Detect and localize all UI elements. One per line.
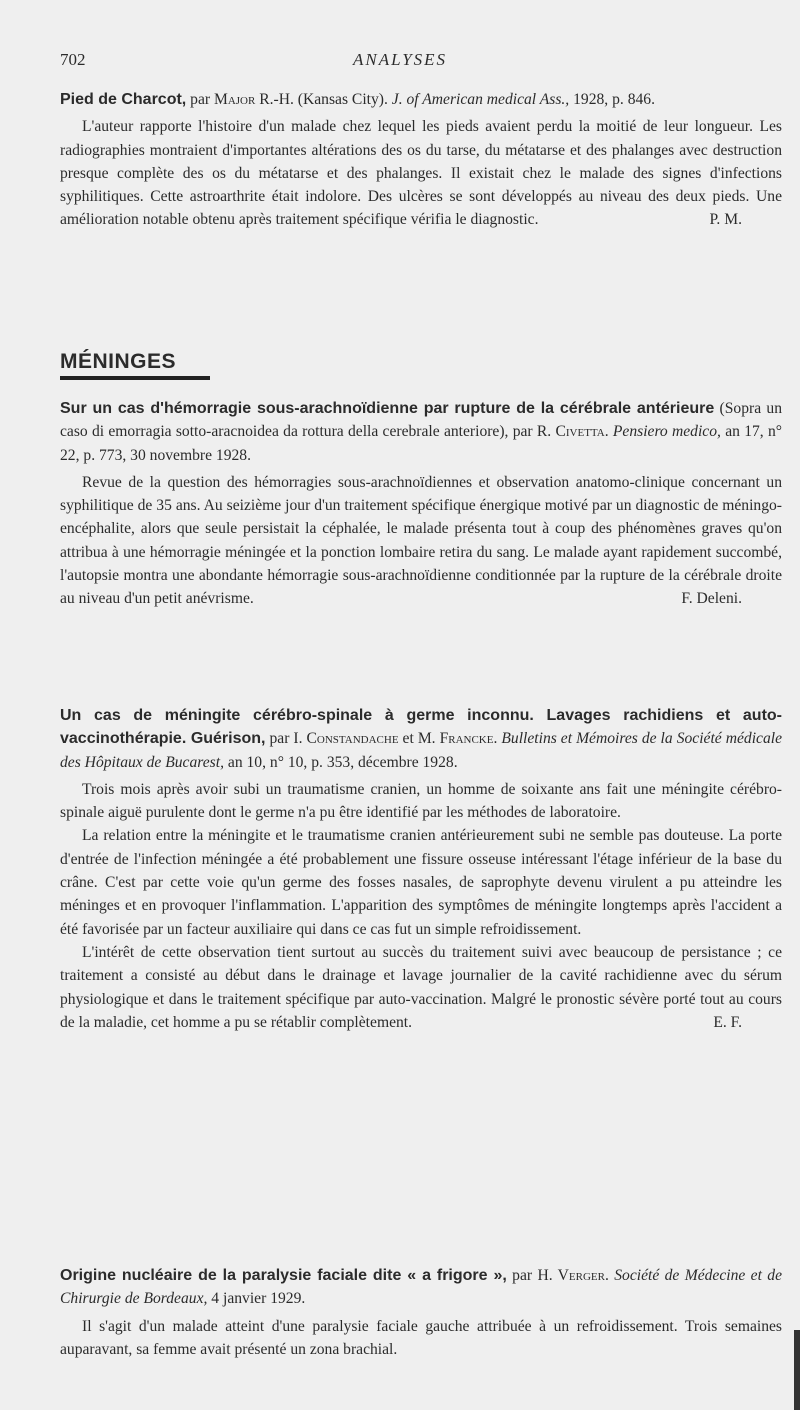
page-number: 702 xyxy=(60,50,86,69)
journal-name: Pensiero medico, xyxy=(608,423,721,441)
article-title: Pied de Charcot, xyxy=(60,91,187,108)
page-edge-shadow xyxy=(794,1330,800,1410)
article-paragraph: La relation entre la méningite et le traumatisme cranien antérieurement subi ne semble pas douteuse. La porte d'entrée de l'infection méningée a été probablement une fissure osseuse intéressant l'étage inférieur de la base du crâne. C'est par cette voie qu'un germe des fosses nasales, de saprophyte devenu virulent a pu atteindre les méninges et en provoquer l'inflammation. L'apparition des symptômes de méningite longtemps après l'accident a été favorisée par un facteur auxiliaire qui dans ce cas fut un simple refroidissement. xyxy=(60,827,782,938)
article-title: Un cas de méningite cérébro-spinale à germe inconnu. Lavages rachidiens et auto-vaccinothérapie. Guérison, xyxy=(60,707,782,748)
section-title: MÉNINGES xyxy=(60,350,177,373)
article-signature: P. M. xyxy=(709,211,742,229)
article-paragraph: L'intérêt de cette observation tient surtout au succès du traitement suivi avec beaucoup de persistance ; ce traitement a consisté au début dans le drainage et lavage journalier de la cavité rachidienne avec du sérum physiologique et dans le traitement spécifique par auto-vaccination. Malgré le pronostic sévère porté tout au cours de la maladie, cet homme a pu se rétablir complètement. E. F. xyxy=(60,941,782,1034)
article-signature: F. Deleni. xyxy=(681,590,742,608)
article-author: H. Verger. xyxy=(537,1267,609,1284)
article-citation: Origine nucléaire de la paralysie faciale dite « a frigore », par H. Verger. Société de Médecine et de Chirurgie de Bordeaux, 4 janvier 1929. xyxy=(60,1267,782,1308)
article-abstract: L'auteur rapporte l'histoire d'un malade chez lequel les pieds avaient perdu la moitié de leur longueur. Les radiographies montraient d'importantes altérations des os du tarse, du métatarse et des phalanges avec destruction presque complète des os du métatarse et des phalanges. Il existait chez le malade des signes d'infections syphilitiques. Cette astroarthrite était indolore. Des ulcères se sont développés au niveau des deux pieds. Une amélioration notable obtenu après traitement spécifique vérifia le diagnostic. P. M. xyxy=(60,115,782,231)
article-title: Sur un cas d'hémorragie sous-arachnoïdienne par rupture de la cérébrale antérieure xyxy=(60,400,715,417)
page-header xyxy=(60,50,740,74)
journal-name: Bulletins et Mémoires de la Société médicale des Hôpitaux de Bucarest, xyxy=(60,730,782,771)
article-abstract: Revue de la question des hémorragies sous-arachnoïdiennes et observation anatomo-clinique concernant un syphilitique de 35 ans. Au seizième jour d'un traitement spécifique énergique motivé par un diagnostic de méningo-encéphalite, alors que seule persistait la céphalée, le malade présenta tout à coup des phénomènes graves qu'on attribua à une hémorragie méningée et la ponction lombaire retira du sang. Le malade ayant rapidement succombé, l'autopsie montra une abondante hémorragie sous-arachnoïdienne conditionnée par la rupture de la cérébrale droite au niveau d'un petit anévrisme. F. Deleni. xyxy=(60,471,782,611)
article-author: M. Francke. xyxy=(417,730,498,748)
article-paralysie-faciale xyxy=(60,1264,782,1361)
article-author: Major R.-H. xyxy=(213,91,294,108)
section-underline xyxy=(60,376,210,380)
article-paragraph: Trois mois après avoir subi un traumatisme cranien, un homme de soixante ans fait une méningite cérébro-spinale aiguë purulente dont le germe n'a pu être identifié par les méthodes de laboratoire. xyxy=(60,780,782,822)
running-head: ANALYSES xyxy=(352,50,448,69)
article-hemorragie xyxy=(60,397,782,611)
article-meningite xyxy=(60,704,782,1034)
article-citation: Un cas de méningite cérébro-spinale à germe inconnu. Lavages rachidiens et auto-vaccinothérapie. Guérison, par I. Constandache et M. Francke. Bulletins et Mémoires de la Société médicale des Hôpitaux de Bucarest, an 10, n° 10, p. 353, décembre 1928. xyxy=(60,707,782,771)
journal-name: J. of American medical Ass., xyxy=(391,91,570,108)
journal-name: Société de Médecine et de Chirurgie de Bordeaux, xyxy=(60,1267,782,1308)
article-citation: Pied de Charcot, par Major R.-H. (Kansas City). J. of American medical Ass., 1928, p. 846. xyxy=(60,91,655,108)
article-title: Origine nucléaire de la paralysie faciale dite « a frigore », xyxy=(60,1267,507,1284)
article-abstract: Il s'agit d'un malade atteint d'une paralysie faciale gauche attribuée à un refroidissement. Trois semaines auparavant, sa femme avait présenté un zona brachial. xyxy=(60,1317,782,1358)
article-pied-de-charcot xyxy=(60,88,782,232)
article-author: R. Civetta. xyxy=(536,423,609,441)
article-citation: Sur un cas d'hémorragie sous-arachnoïdienne par rupture de la cérébrale antérieure (Sopra un caso di emorragia sotto-aracnoidea da rottura della cerebrale anteriore), par R. Civetta. Pensiero medico, an 17, n° 22, p. 773, 30 novembre 1928. xyxy=(60,400,783,464)
article-signature: E. F. xyxy=(713,1013,742,1031)
article-author: I. Constandache xyxy=(293,730,399,748)
